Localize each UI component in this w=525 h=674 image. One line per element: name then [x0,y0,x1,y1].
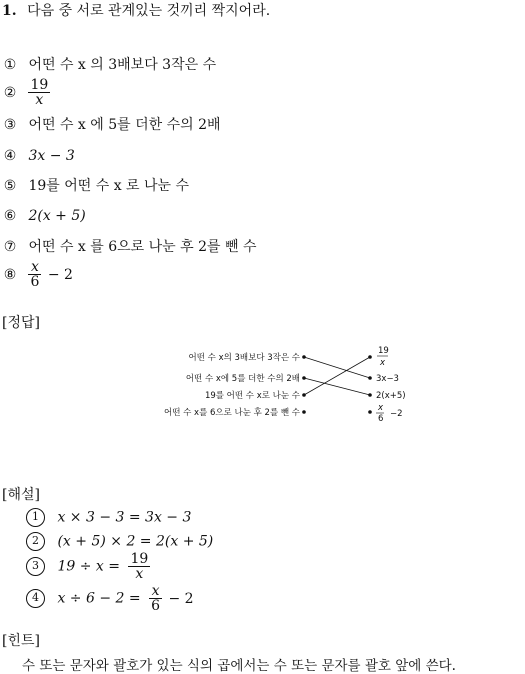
item-marker: ④ [3,148,17,164]
fraction-denominator: 6 [151,598,160,614]
explanation-marker: 2 [26,532,45,551]
explanation-2 [26,532,213,551]
explanation-1 [26,508,191,527]
explanation-suffix: − 2 [168,590,194,607]
diagram-left-3: 19를 어떤 수 x로 나눈 수 [204,391,300,401]
question-text: 다음 중 서로 관계있는 것끼리 짝지어라. [27,3,271,19]
item-1 [2,54,216,76]
item-marker: ③ [3,117,17,133]
matching-diagram [0,340,525,440]
diagram-connector [304,357,370,378]
answer-label: [정답] [2,315,40,331]
explanation-marker: 3 [26,557,45,576]
item-marker: ⑤ [3,178,17,194]
item-text: 2(x + 5) [28,208,86,224]
diagram-dot [303,411,306,414]
fraction-denominator: 6 [30,274,40,290]
item-marker: ② [3,84,17,101]
hint-text: 수 또는 문자와 괄호가 있는 식의 곱에서는 수 또는 문자를 괄호 앞에 쓴다. [22,658,456,674]
diagram-right-4-suffix: −2 [390,409,403,419]
item-7 [2,236,257,258]
diagram-right-1-den: x [380,358,386,368]
item-text: 어떤 수 x 를 6으로 나눈 후 2를 뺀 수 [28,239,257,255]
item-suffix: − 2 [47,266,73,283]
explanation-text: x ÷ 6 − 2 = [57,590,141,607]
item-text: 19를 어떤 수 x 로 나눈 수 [28,178,190,194]
diagram-connector [304,357,370,395]
explanation-label: [해설] [2,487,40,503]
fraction-denominator: x [135,566,144,582]
item-marker: ⑥ [3,208,17,224]
question-number: 1. [2,3,17,19]
item-text: 어떤 수 x 에 5를 더한 수의 2배 [28,117,221,133]
explanation-text: (x + 5) × 2 = 2(x + 5) [57,533,214,550]
item-3 [2,114,221,136]
item-marker: ⑧ [3,266,17,283]
item-marker: ① [3,57,17,73]
fraction-denominator: x [35,92,44,108]
fraction-numerator: 19 [130,551,149,567]
item-fraction [28,78,50,107]
explanation-3 [26,552,150,581]
item-2 [2,78,50,107]
diagram-left-2: 어떤 수 x에 5를 더한 수의 2배 [185,374,300,384]
question-header [2,0,270,20]
item-marker: ⑦ [3,239,17,255]
item-6 [2,205,86,227]
diagram-connector [304,378,370,395]
explanation-fraction [128,552,150,581]
item-8 [2,260,73,289]
diagram-left-1: 어떤 수 x의 3배보다 3작은 수 [188,353,300,363]
diagram-left-4: 어떤 수 x를 6으로 나눈 후 2를 뺀 수 [164,408,300,418]
item-text: 어떤 수 x 의 3배보다 3작은 수 [28,57,217,73]
item-4 [2,145,75,167]
diagram-right-2: 3x−3 [376,374,399,384]
fraction-numerator: x [149,584,162,599]
item-5 [2,175,189,197]
hint-label: [힌트] [2,633,40,649]
explanation-fraction [149,584,162,613]
explanation-text: 19 ÷ x = [57,558,120,575]
explanation-4 [26,584,194,613]
explanation-marker: 4 [26,589,45,608]
fraction-numerator: 19 [30,77,49,93]
item-fraction [28,260,41,289]
explanation-text: x × 3 − 3 = 3x − 3 [57,509,192,526]
item-text: 3x − 3 [28,148,75,164]
diagram-dot [369,411,372,414]
explanation-marker: 1 [26,508,45,527]
diagram-right-4-den: 6 [378,414,384,424]
diagram-right-3: 2(x+5) [376,391,406,401]
diagram-right-4-num: x [378,403,384,413]
diagram-right-1-num: 19 [378,346,389,356]
fraction-numerator: x [28,260,41,275]
